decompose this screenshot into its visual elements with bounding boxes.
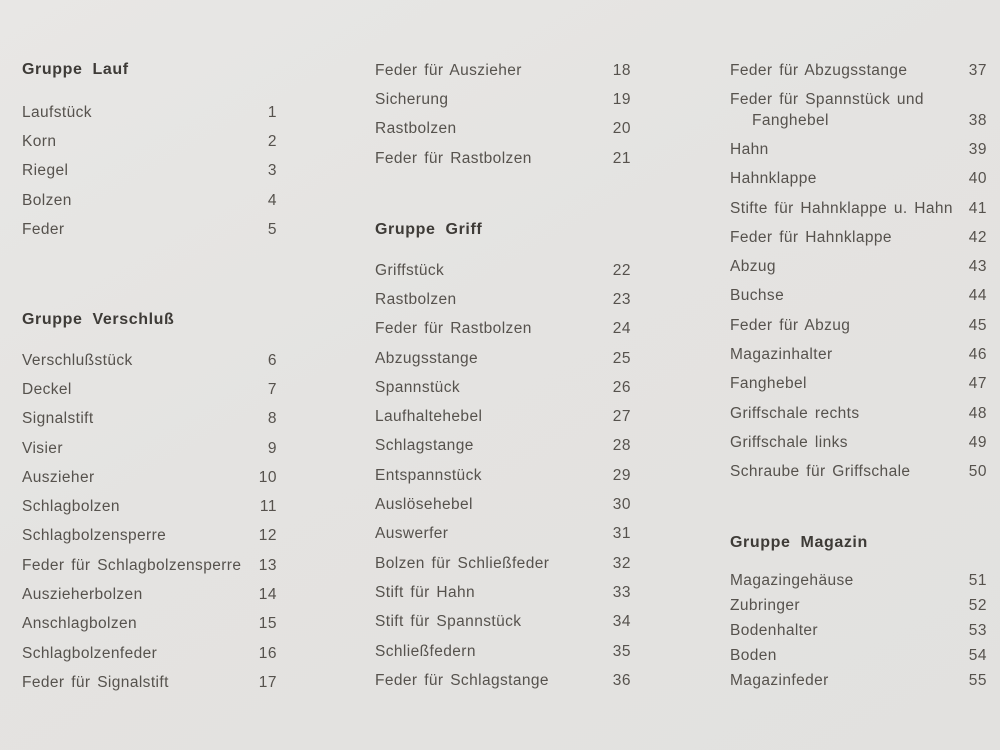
parts-list-row [375, 315, 631, 344]
part-name: Stift für Spannstück [375, 613, 522, 631]
part-number: 51 [968, 571, 987, 589]
part-number: 43 [968, 258, 987, 276]
parts-group [730, 56, 987, 487]
part-number: 53 [968, 621, 987, 639]
parts-list-row [375, 144, 631, 173]
part-number: 47 [968, 375, 987, 393]
part-number: 23 [612, 290, 631, 308]
parts-list-row [22, 405, 277, 434]
part-number: 5 [267, 220, 277, 238]
part-number: 4 [267, 191, 277, 209]
parts-list-row [730, 568, 987, 593]
parts-group [22, 346, 277, 698]
parts-list-row [375, 373, 631, 402]
part-number: 41 [968, 199, 987, 217]
part-name: Fanghebel [730, 375, 807, 393]
part-name: Boden [730, 647, 777, 665]
part-number: 44 [968, 287, 987, 305]
part-name: Feder für Auszieher [375, 61, 522, 79]
part-name: Hahn [730, 140, 769, 158]
part-number: 11 [259, 498, 277, 516]
part-number: 8 [267, 410, 277, 428]
parts-list-row [22, 668, 277, 697]
part-number: 17 [258, 673, 277, 691]
parts-list-row [22, 434, 277, 463]
parts-list-row [730, 223, 987, 252]
part-number: 18 [612, 61, 631, 79]
part-number: 33 [612, 583, 631, 601]
parts-list-row [22, 98, 277, 127]
parts-list-row [375, 637, 631, 666]
part-name: Anschlagbolzen [22, 615, 138, 633]
part-name: Magazinfeder [730, 672, 829, 690]
part-name: Schraube für Griffschale [730, 463, 911, 481]
part-name: Schlagstange [375, 437, 474, 455]
part-number: 45 [968, 316, 987, 334]
parts-list-row [730, 399, 987, 428]
part-name: Feder für Schlagstange [375, 671, 549, 689]
part-name: Schließfedern [375, 642, 476, 660]
part-name: Spannstück [375, 378, 460, 396]
parts-list-row [22, 375, 277, 404]
part-number: 7 [267, 380, 277, 398]
part-number: 15 [258, 615, 277, 633]
part-number: 42 [968, 228, 987, 246]
part-number: 46 [968, 346, 987, 364]
part-number: 10 [258, 468, 277, 486]
part-number: 52 [968, 596, 987, 614]
part-name: Stift für Hahn [375, 583, 476, 601]
part-name: Abzugsstange [375, 349, 479, 367]
part-number: 39 [968, 140, 987, 158]
part-number: 12 [258, 527, 277, 545]
part-name: Auszieherbolzen [22, 586, 143, 604]
parts-list-row [375, 115, 631, 144]
part-number: 9 [267, 439, 277, 457]
parts-list-row [22, 551, 277, 580]
part-name: Stifte für Hahnklappe u. Hahn [730, 199, 953, 217]
part-number: 31 [612, 525, 631, 543]
parts-list-row [730, 340, 987, 369]
part-number: 37 [968, 61, 987, 79]
part-number: 19 [612, 90, 631, 108]
part-number: 13 [258, 556, 277, 574]
part-name: Abzug [730, 258, 776, 276]
parts-list-row [730, 311, 987, 340]
part-number: 49 [968, 433, 987, 451]
part-name: Hahnklappe [730, 170, 817, 188]
parts-column-3 [730, 0, 987, 750]
part-name: Magazinhalter [730, 346, 833, 364]
part-name: Rastbolzen [375, 290, 457, 308]
part-number: 6 [267, 351, 277, 369]
parts-list-row [22, 463, 277, 492]
part-name: Rastbolzen [375, 120, 457, 138]
parts-list-row [730, 370, 987, 399]
parts-list-row [375, 578, 631, 607]
part-name: Buchse [730, 287, 785, 305]
part-name: Zubringer [730, 596, 800, 614]
parts-list-row [375, 344, 631, 373]
part-number: 24 [612, 320, 631, 338]
parts-group [375, 256, 631, 695]
part-number: 1 [267, 103, 277, 121]
parts-list-row [375, 666, 631, 695]
parts-list-row [730, 56, 987, 85]
part-name: Riegel [22, 162, 69, 180]
part-number: 36 [612, 671, 631, 689]
group-heading: Gruppe Lauf [22, 61, 129, 78]
parts-list-row [22, 186, 277, 215]
part-name: Laufhaltehebel [375, 408, 483, 426]
part-number: 55 [968, 672, 987, 690]
part-name: Feder für Abzugsstange [730, 61, 908, 79]
parts-group [22, 98, 277, 244]
parts-list-row [22, 522, 277, 551]
group-heading: Gruppe Griff [375, 221, 483, 238]
part-name: Feder für Rastbolzen [375, 149, 532, 167]
part-number: 14 [258, 586, 277, 604]
part-number: 27 [612, 408, 631, 426]
part-number: 29 [612, 466, 631, 484]
parts-list-row [375, 256, 631, 285]
part-name: Korn [22, 132, 57, 150]
parts-list-row [375, 85, 631, 114]
part-name: Entspannstück [375, 466, 482, 484]
parts-column-1 [22, 0, 277, 750]
part-number: 26 [612, 378, 631, 396]
part-name: Signalstift [22, 410, 94, 428]
parts-list-row [730, 593, 987, 618]
parts-group [375, 56, 631, 173]
part-name: Auslösehebel [375, 496, 473, 514]
part-name: Magazingehäuse [730, 571, 854, 589]
part-name: Feder für Schlagbolzensperre [22, 556, 242, 574]
parts-list-row [730, 618, 987, 643]
parts-list-row [375, 432, 631, 461]
parts-list-row [375, 490, 631, 519]
parts-list-row [730, 669, 987, 694]
parts-group [730, 568, 987, 694]
part-number: 50 [968, 463, 987, 481]
part-name: Auszieher [22, 468, 95, 486]
part-number: 35 [612, 642, 631, 660]
part-name: Feder für Abzug [730, 316, 851, 334]
part-number: 38 [968, 112, 987, 130]
parts-list-row [375, 461, 631, 490]
parts-list-row [22, 215, 277, 244]
part-name: Schlagbolzenfeder [22, 644, 158, 662]
part-number: 28 [612, 437, 631, 455]
part-number: 21 [612, 149, 631, 167]
parts-list-row [375, 56, 631, 85]
part-name: Visier [22, 439, 63, 457]
parts-list-row [730, 165, 987, 194]
parts-list-row [22, 157, 277, 186]
parts-list-row [730, 282, 987, 311]
part-name: Schlagbolzen [22, 498, 120, 516]
parts-list-row [22, 580, 277, 609]
parts-list-row [22, 639, 277, 668]
parts-list-row [375, 285, 631, 314]
part-name: Bolzen für Schließfeder [375, 554, 550, 572]
part-name: Griffstück [375, 261, 445, 279]
part-name: Laufstück [22, 103, 92, 121]
parts-list-row [22, 346, 277, 375]
part-name: Griffschale rechts [730, 404, 860, 422]
parts-list-row [730, 644, 987, 669]
part-number: 20 [612, 120, 631, 138]
part-number: 30 [612, 496, 631, 514]
part-name: Bodenhalter [730, 621, 818, 639]
parts-list-row [730, 135, 987, 164]
part-name: Feder für Signalstift [22, 673, 169, 691]
part-name: Griffschale links [730, 433, 848, 451]
part-name: Sicherung [375, 90, 449, 108]
parts-list-row [730, 458, 987, 487]
parts-list-row [22, 610, 277, 639]
part-name: Verschlußstück [22, 351, 133, 369]
part-name: Bolzen [22, 191, 72, 209]
part-name: Feder für Spannstück und Fanghebel [730, 91, 924, 130]
part-number: 3 [267, 162, 277, 180]
parts-list-row [22, 127, 277, 156]
part-name: Deckel [22, 380, 72, 398]
part-number: 48 [968, 404, 987, 422]
group-heading: Gruppe Verschluß [22, 311, 175, 328]
part-number: 25 [612, 349, 631, 367]
parts-list-row [375, 402, 631, 431]
part-number: 22 [612, 261, 631, 279]
parts-list-row [730, 194, 987, 223]
part-number: 34 [612, 613, 631, 631]
parts-list-row [730, 85, 987, 135]
part-name: Auswerfer [375, 525, 449, 543]
parts-list-row [375, 520, 631, 549]
part-name: Feder [22, 220, 65, 238]
parts-list-row [375, 608, 631, 637]
part-name: Feder für Rastbolzen [375, 320, 532, 338]
part-name: Feder für Hahnklappe [730, 228, 892, 246]
part-number: 2 [267, 132, 277, 150]
part-number: 16 [258, 644, 277, 662]
part-number: 40 [968, 170, 987, 188]
parts-list-row [730, 428, 987, 457]
part-name: Schlagbolzensperre [22, 527, 167, 545]
group-heading: Gruppe Magazin [730, 534, 868, 551]
parts-list-row [730, 252, 987, 281]
parts-list-row [375, 549, 631, 578]
parts-list-row [22, 492, 277, 521]
parts-column-2 [375, 0, 631, 750]
part-number: 54 [968, 647, 987, 665]
part-number: 32 [612, 554, 631, 572]
